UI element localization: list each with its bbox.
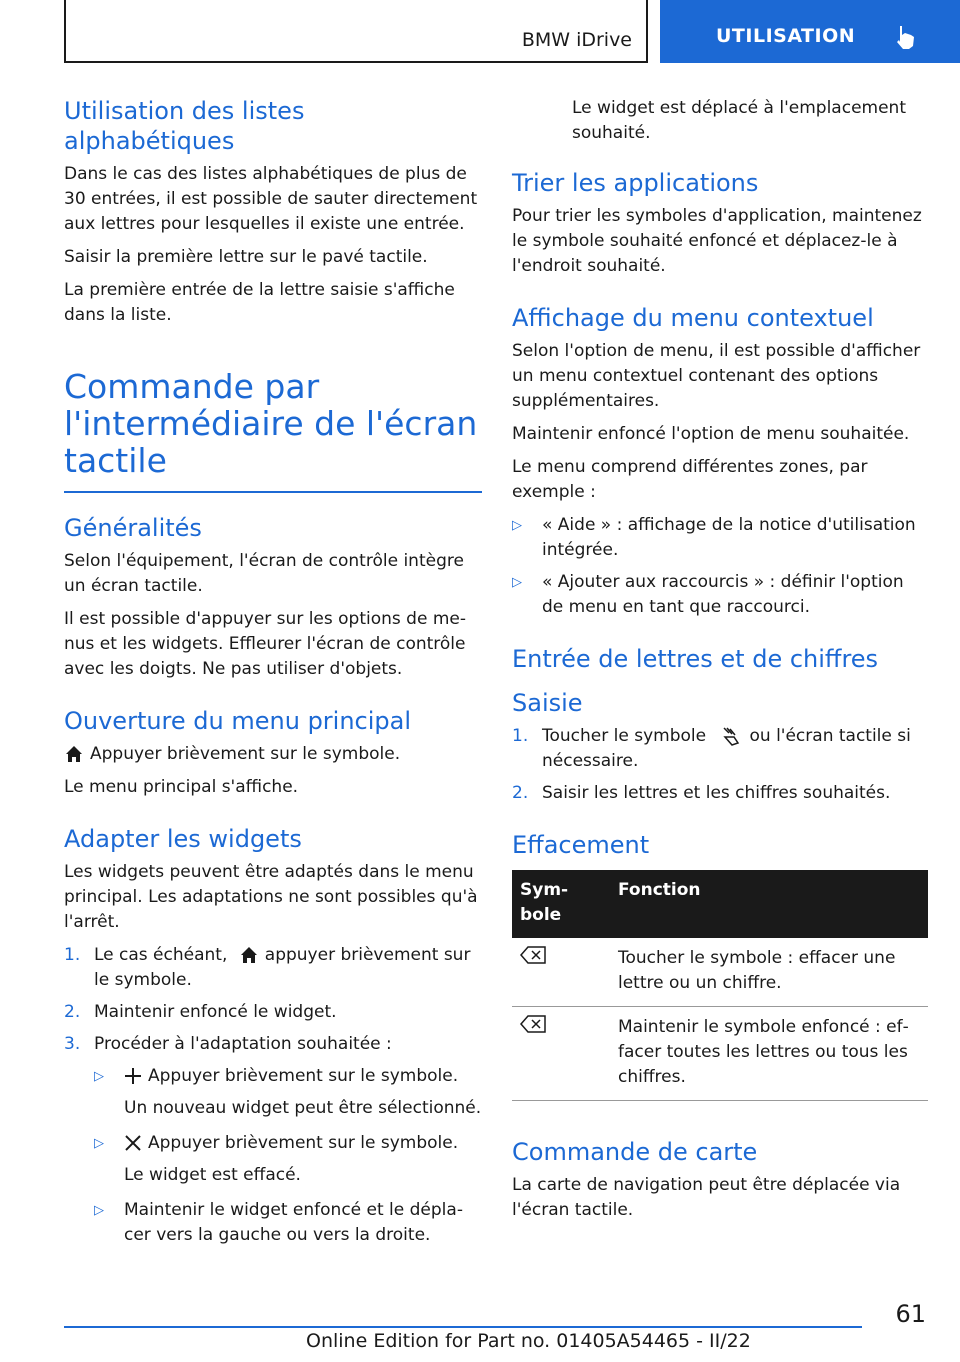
symbol-table xyxy=(512,870,928,1101)
footer-rule xyxy=(64,1326,862,1328)
header-doc-title: BMW iDrive xyxy=(521,29,632,51)
list-item: 3. Procéder à l'adaptation souhaitée : xyxy=(64,1034,392,1054)
section-title-text-entry: Entrée de lettres et de chiffres xyxy=(512,645,879,673)
paragraph: Les widgets peuvent être adaptés dans le menu principal. Les adaptations ne sont possibles qu'à l'arrêt. xyxy=(64,862,478,932)
section-title-map: Commande de carte xyxy=(512,1138,758,1166)
list-item: 1. Le cas échéant, appuyer brièvement sur le symbole. xyxy=(64,945,471,990)
list-item: 2. Saisir les lettres et les chiffres souhaités. xyxy=(512,783,891,803)
paragraph: Le menu comprend différentes zones, par exemple : xyxy=(512,457,868,502)
hand-pointer-icon xyxy=(894,24,916,50)
paragraph: Il est possible d'appuyer sur les options de menus et les widgets. Effleurer l'écran de contrôle avec les doigts. Ne pas utiliser d'objets. xyxy=(64,609,466,679)
left-column xyxy=(64,96,482,1255)
paragraph: Pour trier les symboles d'application, maintenez le symbole souhaité enfoncé et déplacez-le à l'endroit souhaité. xyxy=(512,206,922,276)
footer-edition: Online Edition for Part no. 01405A54465 - II/22 xyxy=(306,1330,751,1352)
bullet-item: ▷ « Aide » : affichage de la notice d'utilisation intégrée. xyxy=(512,513,928,563)
paragraph: Selon l'option de menu, il est possible d'afficher un menu contextuel contenant des options supplémentaires. xyxy=(512,341,921,411)
chapter-title: Commande par l'intermédiaire de l'écran tactile xyxy=(64,367,478,480)
table-row xyxy=(512,938,928,1007)
close-icon xyxy=(124,1134,142,1152)
bullet-item: ▷ Appuyer brièvement sur le symbole. xyxy=(94,1131,482,1156)
paragraph: La carte de navigation peut être déplacée via l'écran tactile. xyxy=(512,1175,901,1220)
list-item: 2. Maintenir enfoncé le widget. xyxy=(64,1002,337,1022)
bullet-item: ▷ Maintenir le widget enfoncé et le déplacer vers la gauche ou vers la droite. xyxy=(94,1198,482,1248)
paragraph: Dans le cas des listes alphabétiques de plus de 30 entrées, il est possible de sauter directement aux lettres pour lesquelles il existe une entrée. xyxy=(64,164,478,234)
table-row xyxy=(512,1007,928,1101)
list-item: 1. Toucher le symbole ou l'écran tactile si nécessaire. xyxy=(512,726,911,771)
paragraph: La première entrée de la lettre saisie s'affiche dans la liste. xyxy=(64,280,455,325)
section-title-input: Saisie xyxy=(512,689,583,717)
header-section-tab xyxy=(660,0,960,63)
section-title-context-menu: Affichage du menu contextuel xyxy=(512,304,874,332)
triangle-bullet-icon: ▷ xyxy=(94,1069,104,1084)
table-cell: Toucher le symbole : effacer une lettre ou un chiffre. xyxy=(610,938,928,1007)
triangle-bullet-icon: ▷ xyxy=(94,1136,104,1151)
table-header: Symbole xyxy=(512,870,610,938)
bullet-subtext: Le widget est déplacé à l'emplacement souhaité. xyxy=(572,98,906,143)
backspace-icon xyxy=(520,1015,546,1033)
triangle-bullet-icon: ▷ xyxy=(512,518,522,533)
triangle-bullet-icon: ▷ xyxy=(94,1203,104,1218)
paragraph: Selon l'équipement, l'écran de contrôle intègre un écran tactile. xyxy=(64,551,464,596)
bullet-item: ▷ Appuyer brièvement sur le symbole. xyxy=(94,1064,482,1089)
home-icon xyxy=(64,744,84,764)
chapter-rule xyxy=(64,491,482,493)
table-header: Fonction xyxy=(610,870,928,938)
section-title-alpha-lists: Utilisation des listes alphabétiques xyxy=(64,97,305,155)
bullet-item: ▷ « Ajouter aux raccourcis » : définir l'option de menu en tant que raccourci. xyxy=(512,570,928,620)
plus-icon xyxy=(124,1067,142,1085)
triangle-bullet-icon: ▷ xyxy=(512,575,522,590)
bullet-subtext: Un nouveau widget peut être sélectionné. xyxy=(124,1098,482,1118)
bullet-subtext: Le widget est effacé. xyxy=(124,1165,301,1185)
section-title-sort-apps: Trier les applications xyxy=(512,169,759,197)
paragraph: Le menu principal s'affiche. xyxy=(64,777,299,797)
header-section-label: UTILISATION xyxy=(716,25,856,47)
handwriting-icon xyxy=(720,725,742,747)
home-icon xyxy=(239,945,259,965)
section-title-widgets: Adapter les widgets xyxy=(64,825,302,853)
header-title-box xyxy=(64,0,648,63)
paragraph: Maintenir enfoncé l'option de menu souhaitée. xyxy=(512,424,910,444)
right-column xyxy=(512,96,928,1231)
table-cell: Maintenir le symbole enfoncé : effacer toutes les lettres ou tous les chiffres. xyxy=(610,1007,928,1101)
backspace-icon xyxy=(520,946,546,964)
page-number: 61 xyxy=(895,1300,926,1328)
paragraph: Appuyer brièvement sur le symbole. xyxy=(64,742,482,767)
section-title-delete: Effacement xyxy=(512,831,650,859)
section-title-main-menu: Ouverture du menu principal xyxy=(64,707,412,735)
section-title-general: Généralités xyxy=(64,514,202,542)
paragraph: Saisir la première lettre sur le pavé tactile. xyxy=(64,247,428,267)
table-header-row xyxy=(512,870,928,938)
